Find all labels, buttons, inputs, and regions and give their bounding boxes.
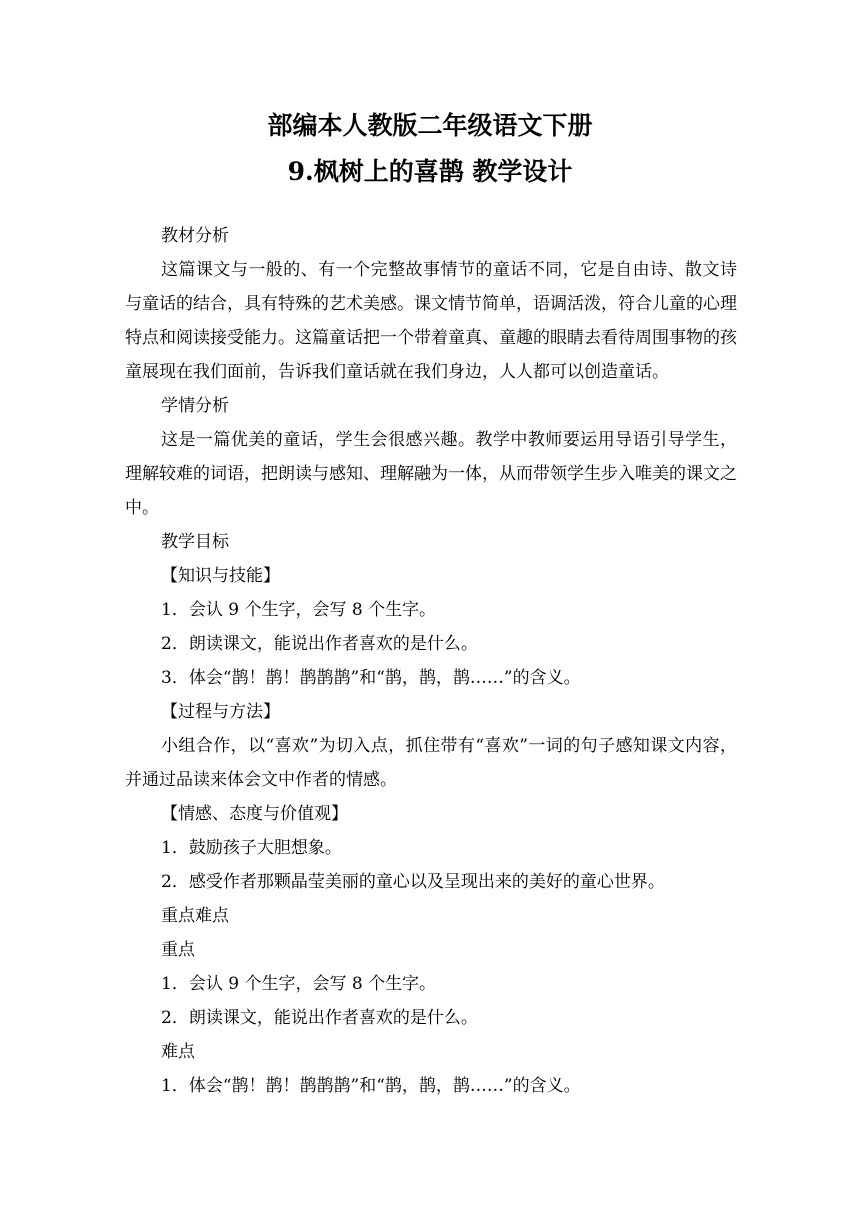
section-heading-student-analysis: 学情分析 bbox=[161, 396, 229, 416]
list-item: 3．体会“鹊！鹊！鹊鹊鹊”和“鹊，鹊，鹊……”的含义。 bbox=[161, 668, 581, 688]
paragraph-textbook-analysis: 这篇课文与一般的、有一个完整故事情节的童话不同，它是自由诗、散文诗与童话的结合，具有特殊的艺术美感。课文情节简单，语调活泼，符合儿童的心理特点和阅读接受能力。这篇童话把一个带着童真、童趣的眼睛去看待周围事物的孩童展现在我们面前，告诉我们童话就在我们身边，人人都可以创造童话。 bbox=[125, 260, 737, 382]
subheading-knowledge-skills: 【知识与技能】 bbox=[161, 566, 280, 586]
document-title: 部编本人教版二年级语文下册 bbox=[267, 111, 593, 140]
subheading-difficult-points: 难点 bbox=[161, 1042, 195, 1062]
list-item: 2．感受作者那颗晶莹美丽的童心以及呈现出来的美好的童心世界。 bbox=[161, 872, 665, 892]
section-heading-textbook-analysis: 教材分析 bbox=[161, 226, 229, 246]
list-item: 2．朗读课文，能说出作者喜欢的是什么。 bbox=[161, 1008, 478, 1028]
list-item: 1．会认 9 个生字，会写 8 个生字。 bbox=[161, 974, 437, 994]
subheading-emotion-values: 【情感、态度与价值观】 bbox=[161, 804, 348, 824]
paragraph-student-analysis: 这是一篇优美的童话，学生会很感兴趣。教学中教师要运用导语引导学生，理解较难的词语，把朗读与感知、理解融为一体，从而带领学生步入唯美的课文之中。 bbox=[125, 430, 737, 518]
list-item: 2．朗读课文，能说出作者喜欢的是什么。 bbox=[161, 634, 478, 654]
subheading-process-method: 【过程与方法】 bbox=[161, 702, 280, 722]
subheading-key-points: 重点 bbox=[161, 940, 195, 960]
list-item: 1．体会“鹊！鹊！鹊鹊鹊”和“鹊，鹊，鹊……”的含义。 bbox=[161, 1076, 581, 1096]
document-body bbox=[125, 219, 737, 1103]
list-item: 1．会认 9 个生字，会写 8 个生字。 bbox=[161, 600, 437, 620]
lesson-title: 9.枫树上的喜鹊 教学设计 bbox=[287, 157, 573, 186]
section-heading-teaching-goals: 教学目标 bbox=[161, 532, 229, 552]
paragraph-process-method: 小组合作，以“喜欢”为切入点，抓住带有“喜欢”一词的句子感知课文内容，并通过品读来体会文中作者的情感。 bbox=[125, 736, 737, 790]
section-heading-key-difficult-points: 重点难点 bbox=[161, 906, 229, 926]
list-item: 1．鼓励孩子大胆想象。 bbox=[161, 838, 342, 858]
